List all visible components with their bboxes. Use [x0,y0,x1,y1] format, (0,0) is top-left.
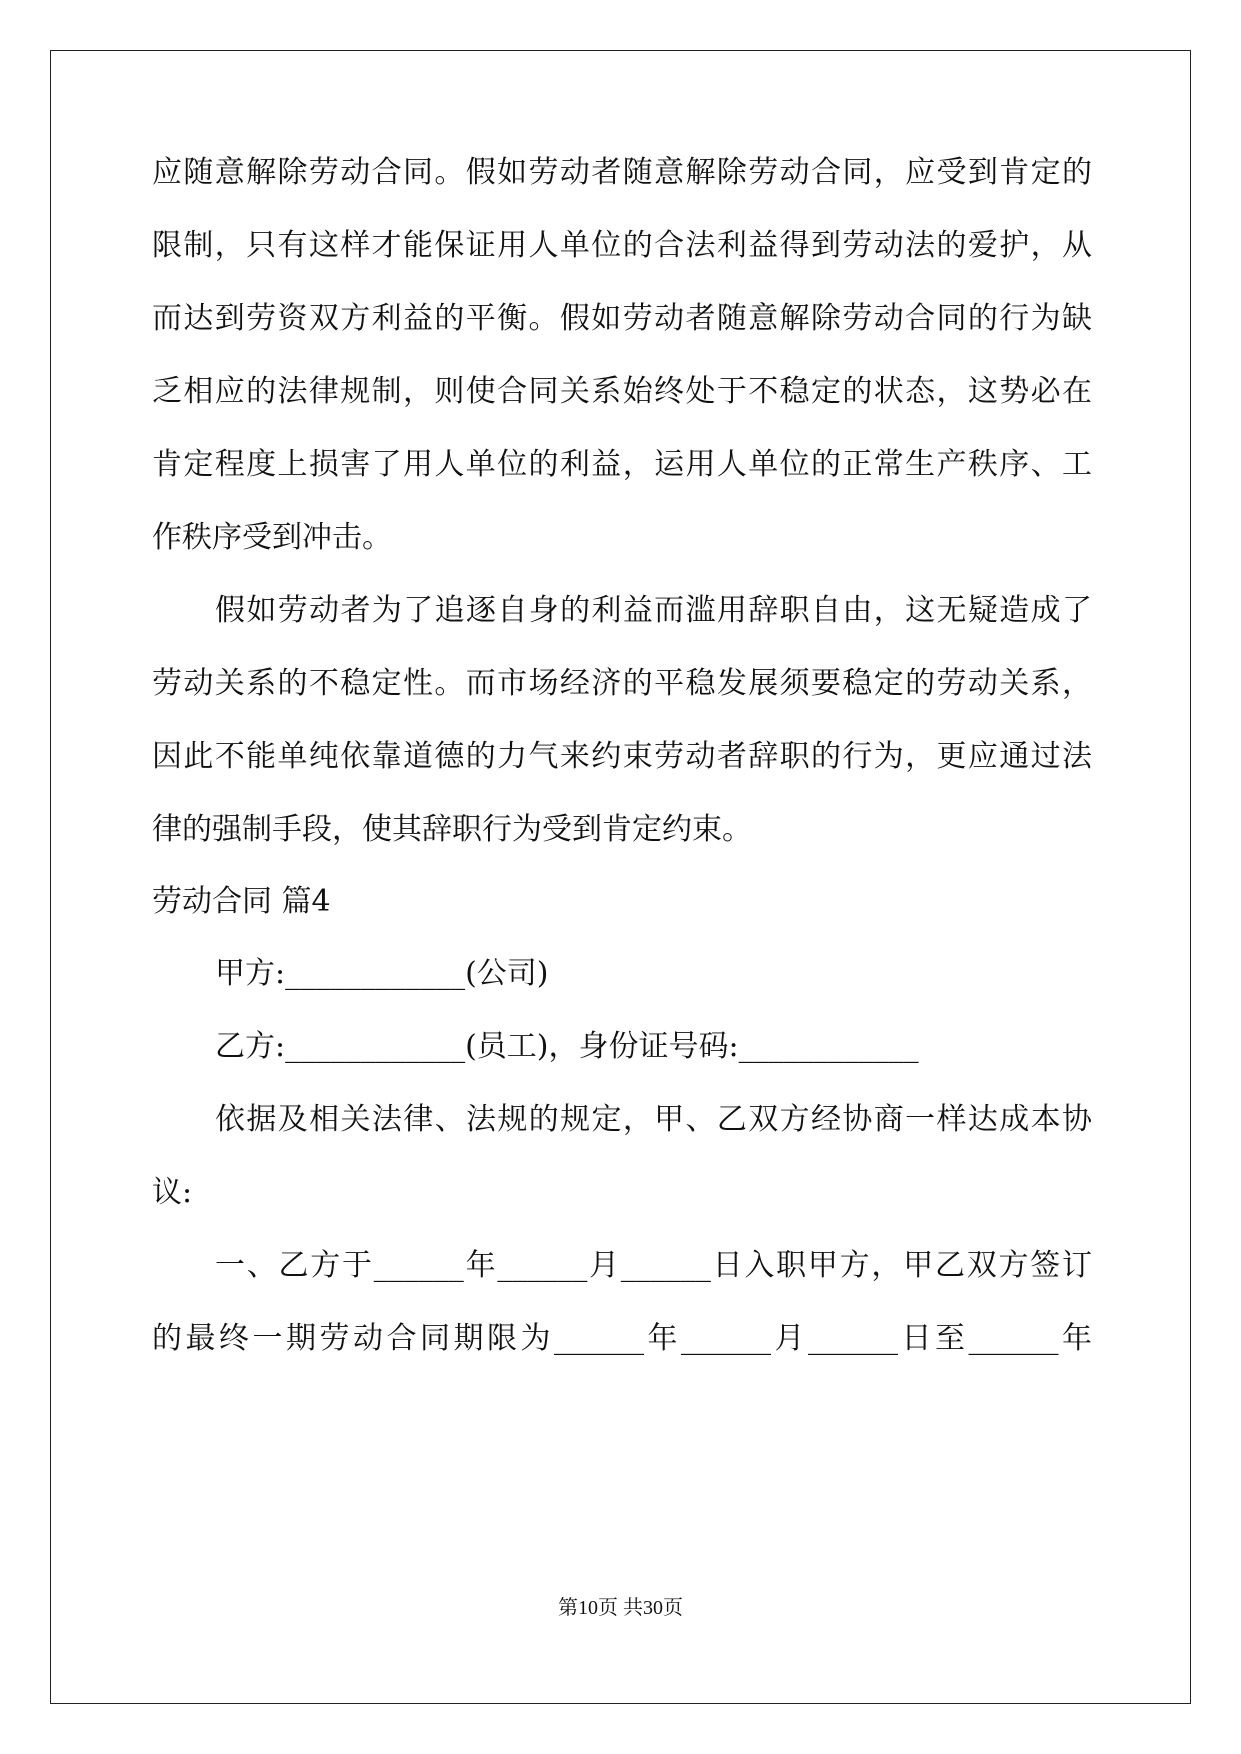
paragraph-line: 一、乙方于______年______月______日入职甲方，甲乙双方签订 [215,1248,1092,1283]
paragraph-line: 律的强制手段，使其辞职行为受到肯定约束。 [152,812,752,847]
paragraph-line: 而达到劳资双方利益的平衡。假如劳动者随意解除劳动合同的行为缺 [152,301,1092,336]
paragraph-line: 劳动关系的不稳定性。而市场经济的平稳发展须要稳定的劳动关系， [152,666,1092,701]
paragraph-line: 肯定程度上损害了用人单位的利益，运用人单位的正常生产秩序、工 [152,447,1092,482]
paragraph-line: 乏相应的法律规制，则使合同关系始终处于不稳定的状态，这势必在 [152,374,1092,409]
paragraph-line: 作秩序受到冲击。 [152,520,392,555]
page-number-footer: 第10页 共30页 [558,1597,683,1619]
paragraph-line: 的最终一期劳动合同期限为______年______月______日至______年 [152,1321,1092,1356]
section-heading: 劳动合同 篇4 [152,884,331,919]
party-a-line: 甲方:____________(公司) [215,956,549,991]
paragraph-line: 限制，只有这样才能保证用人单位的合法利益得到劳动法的爱护，从 [152,228,1092,263]
page-border [50,50,1191,1704]
paragraph-line: 因此不能单纯依靠道德的力气来约束劳动者辞职的行为，更应通过法 [152,739,1092,774]
party-b-line: 乙方:____________(员工)，身份证号码:____________ [215,1029,919,1064]
paragraph-line: 依据及相关法律、法规的规定，甲、乙双方经协商一样达成本协 [215,1102,1092,1137]
paragraph-line: 议: [152,1175,193,1210]
paragraph-line: 应随意解除劳动合同。假如劳动者随意解除劳动合同，应受到肯定的 [152,155,1092,190]
paragraph-line: 假如劳动者为了追逐自身的利益而滥用辞职自由，这无疑造成了 [215,593,1092,628]
